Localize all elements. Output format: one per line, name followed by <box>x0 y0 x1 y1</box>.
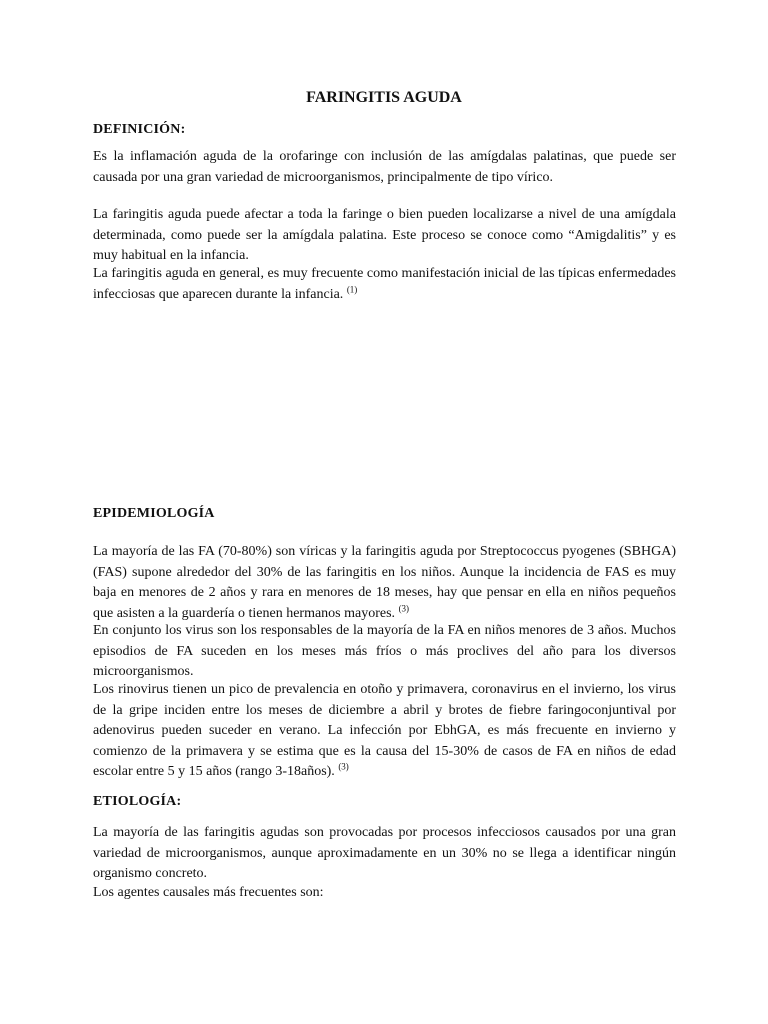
definicion-paragraph-3 <box>93 264 676 305</box>
section-heading-epidemiologia: EPIDEMIOLOGÍA <box>93 506 215 521</box>
definicion-paragraph-1 <box>93 147 676 188</box>
definicion-paragraph-2 <box>93 205 676 267</box>
paragraph-text: Es la inflamación aguda de la orofaringe con inclusión de las amígdalas palatinas, que puede ser causada por una gran variedad de microorganismos, principalmente de tipo vírico. <box>93 149 676 185</box>
paragraph-text: La faringitis aguda en general, es muy frecuente como manifestación inicial de las típicas enfermedades infecciosas que aparecen durante la infancia. <box>93 266 676 302</box>
reference-marker: (1) <box>346 283 358 294</box>
etiologia-paragraph-2 <box>93 883 676 904</box>
paragraph-text: En conjunto los virus son los responsables de la mayoría de la FA en niños menores de 3 años. Muchos episodios de FA suceden en los meses más fríos o más proclives del año para los diversos microorganismos. <box>93 623 676 679</box>
epidemiologia-paragraph-3 <box>93 680 676 783</box>
epidemiologia-paragraph-1 <box>93 542 676 624</box>
document-title: FARINGITIS AGUDA <box>306 89 462 106</box>
paragraph-text: Los rinovirus tienen un pico de prevalencia en otoño y primavera, coronavirus en el invierno, los virus de la gripe inciden entre los meses de diciembre a abril y brotes de fiebre faringoconjuntival por adenovirus pueden suceder en verano. La infección por EbhGA, es más frecuente en invierno y comienzo de la primavera y se estima que es la causa del 15-30% de casos de FA en niños de edad escolar entre 5 y 15 años (rango 3-18años). <box>93 682 676 779</box>
etiologia-paragraph-1 <box>93 823 676 885</box>
reference-marker: (3) <box>338 761 349 772</box>
paragraph-text: La mayoría de las faringitis agudas son provocadas por procesos infecciosos causados por una gran variedad de microorganismos, aunque aproximadamente en un 30% no se llega a identificar ningún organismo concreto. <box>93 825 676 881</box>
epidemiologia-paragraph-2 <box>93 621 676 683</box>
section-heading-etiologia: ETIOLOGÍA: <box>93 794 182 809</box>
paragraph-text: La mayoría de las FA (70-80%) son víricas y la faringitis aguda por Streptococcus pyogenes (SBHGA) (FAS) supone alrededor del 30% de las faringitis en los niños. Aunque la incidencia de FAS es muy baja en menores de 2 años y rara en menores de 18 meses, hay que pensar en ella en niños pequeños que asisten a la guardería o tienen hermanos mayores. <box>93 544 676 621</box>
paragraph-text: La faringitis aguda puede afectar a toda la faringe o bien pueden localizarse a nivel de una amígdala determinada, como puede ser la amígdala palatina. Este proceso se conoce como “Amigdalitis” y es muy habitual en la infancia. <box>93 207 676 263</box>
section-heading-definicion: DEFINICIÓN: <box>93 122 186 137</box>
paragraph-text: Los agentes causales más frecuentes son: <box>93 885 324 900</box>
reference-marker: (3) <box>398 602 410 613</box>
